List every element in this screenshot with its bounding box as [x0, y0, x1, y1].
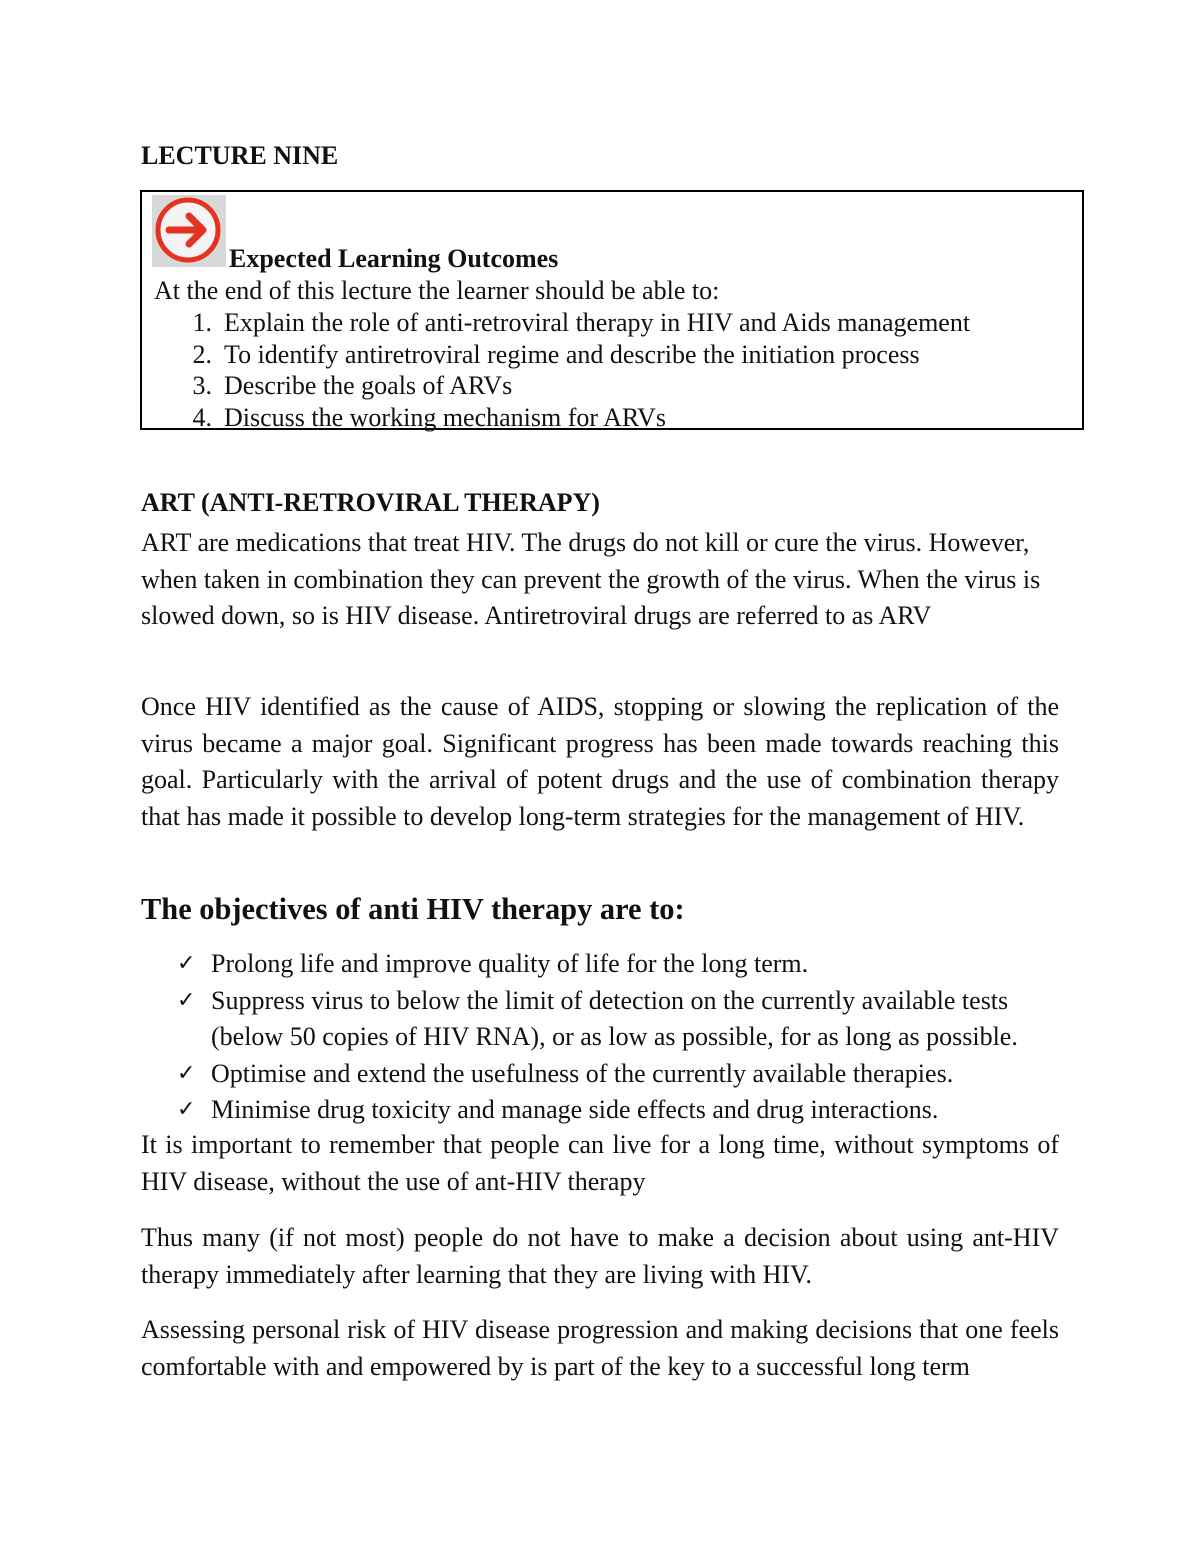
objectives-list: [141, 946, 1059, 1129]
lecture-title: LECTURE NINE: [141, 141, 339, 170]
paragraph-risk-assessment: Assessing personal risk of HIV disease progression and making decisions that one feels comfortable with and empowered by is part of the key to a successful long term: [141, 1315, 1059, 1381]
outcomes-intro: At the end of this lecture the learner should be able to:: [154, 276, 720, 305]
outcome-item: 3. Describe the goals of ARVs: [192, 371, 513, 400]
objective-item: ✓ Suppress virus to below the limit of detection on the currently available tests (below 50 copies of HIV RNA), or as low as possible, for as long as possible.: [141, 983, 1059, 1056]
outcomes-heading: Expected Learning Outcomes: [229, 244, 559, 273]
paragraph-history: Once HIV identified as the cause of AIDS, stopping or slowing the replication of the virus became a major goal. Significant progress has been made towards reaching this goal. Particularly with the arrival of potent drugs and the use of combination therapy that has made it possible to develop long-term strategies for the management of HIV.: [141, 692, 1059, 831]
paragraph-decision: Thus many (if not most) people do not have to make a decision about using ant-HIV therapy immediately after learning that they are living with HIV.: [141, 1223, 1059, 1289]
outcome-item: 1. Explain the role of anti-retroviral therapy in HIV and Aids management: [192, 308, 971, 337]
checkmark-icon: ✓: [177, 951, 196, 976]
outcome-item: 4. Discuss the working mechanism for ARVs: [192, 402, 667, 432]
checkmark-icon: ✓: [177, 1060, 196, 1086]
objectives-heading: The objectives of anti HIV therapy are to:: [141, 892, 685, 926]
paragraph-art-definition: ART are medications that treat HIV. The drugs do not kill or cure the virus. However, when taken in combination they can prevent the growth of the virus. When the virus is slowed down, so is HIV disease. Antiretroviral drugs are referred to as ARV: [141, 528, 1041, 630]
right-arrow-circle-icon: [152, 195, 226, 267]
outcome-item: 2. To identify antiretroviral regime and describe the initiation process: [192, 339, 920, 369]
objective-item: ✓ Minimise drug toxicity and manage side effects and drug interactions.: [141, 1092, 1059, 1129]
checkmark-icon: ✓: [177, 1097, 196, 1122]
objective-item: ✓ Prolong life and improve quality of life for the long term.: [141, 946, 1059, 983]
checkmark-icon: ✓: [177, 987, 196, 1013]
learning-outcomes-box: [140, 190, 1084, 430]
objective-item: ✓ Optimise and extend the usefulness of the currently available therapies.: [141, 1056, 1059, 1093]
art-heading: ART (ANTI-RETROVIRAL THERAPY): [141, 488, 600, 517]
paragraph-without-therapy: It is important to remember that people can live for a long time, without symptoms of HIV disease, without the use of ant-HIV therapy: [141, 1130, 1059, 1196]
outcomes-list: [154, 307, 970, 433]
